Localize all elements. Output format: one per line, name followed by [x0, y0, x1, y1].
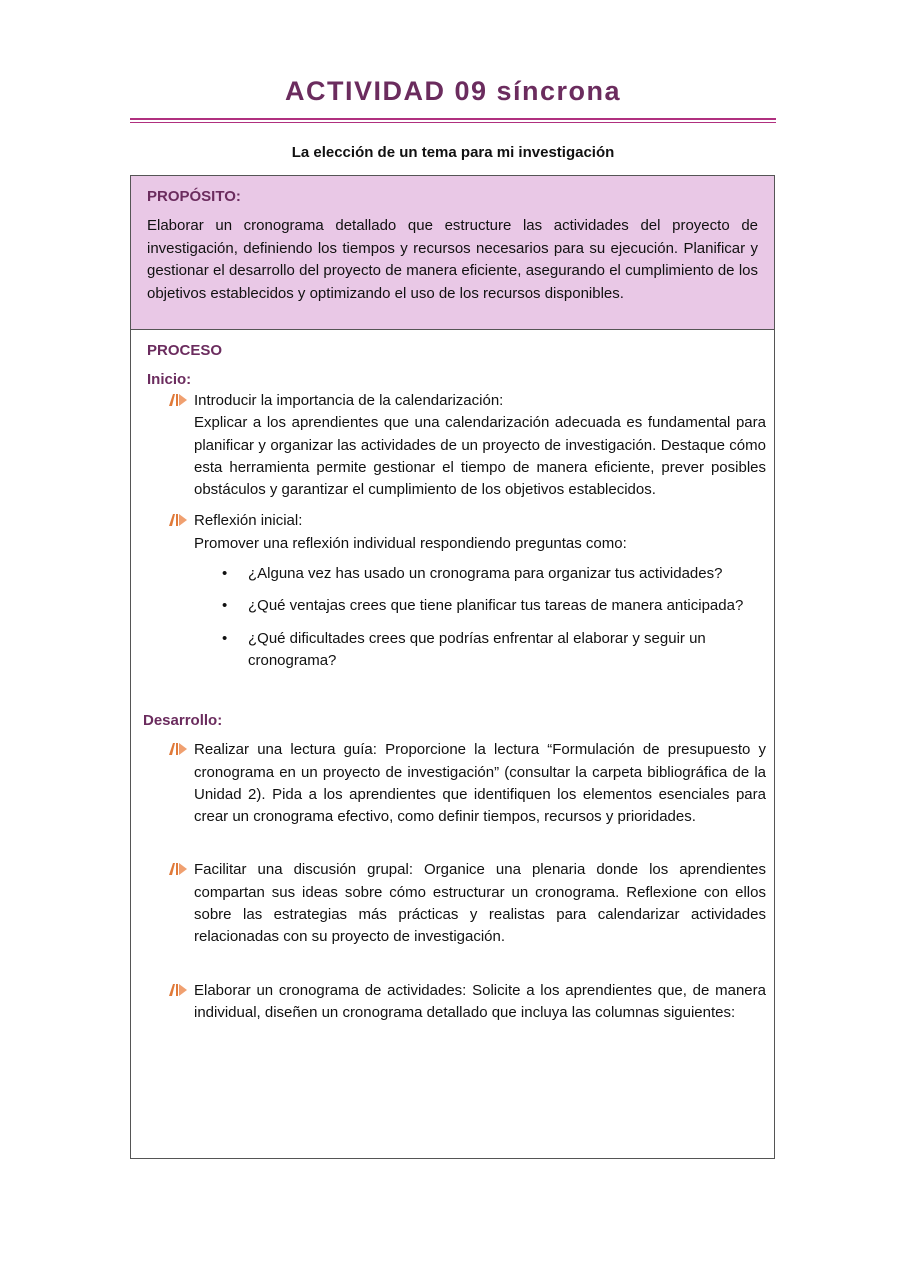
question-text: ¿Alguna vez has usado un cronograma para organizar tus actividades? — [248, 565, 723, 583]
question-item — [194, 595, 766, 617]
proposito-text: Elaborar un cronograma detallado que estructure las actividades del proyecto de investigación, definiendo los tiempos y recursos necesarios para su ejecución. Planificar y gestionar el desarrollo del proyecto de manera eficiente, asegurando el cumplimiento de los objetivos establecidos y optimizando el uso de los recursos disponibles. — [147, 217, 758, 302]
proceso-section — [131, 330, 774, 1024]
question-text: ¿Qué dificultades crees que podrías enfrentar al elaborar y seguir un cronograma? — [248, 629, 706, 669]
question-text: ¿Qué ventajas crees que tiene planificar tus tareas de manera anticipada? — [248, 597, 744, 615]
bullet-icon: • — [222, 597, 228, 615]
inicio-item-heading: Reflexión inicial: — [194, 512, 303, 530]
title-rule-thin — [130, 122, 776, 123]
title-rule — [130, 118, 776, 120]
pencil-bullet-icon — [167, 742, 189, 756]
list-item — [147, 859, 766, 948]
page-subtitle: La elección de un tema para mi investigación — [291, 144, 615, 161]
inicio-label: Inicio: — [147, 371, 192, 388]
question-item — [194, 563, 766, 585]
list-item — [147, 739, 766, 828]
question-item — [194, 628, 766, 673]
list-item — [147, 980, 766, 1025]
page-title: ACTIVIDAD 09 síncrona — [284, 76, 622, 106]
reflection-questions — [194, 563, 766, 672]
pencil-bullet-icon — [167, 393, 189, 407]
proposito-label: PROPÓSITO: — [147, 188, 241, 205]
proposito-section — [131, 176, 774, 330]
pencil-bullet-icon — [167, 862, 189, 876]
inicio-item-text: Promover una reflexión individual respondiendo preguntas como: — [194, 534, 627, 552]
pencil-bullet-icon — [167, 983, 189, 997]
pencil-bullet-icon — [167, 513, 189, 527]
bullet-icon: • — [222, 565, 228, 583]
inicio-item-heading: Introducir la importancia de la calendarización: — [194, 392, 504, 409]
inicio-item-text: Explicar a los aprendientes que una calendarización adecuada es fundamental para planificar y organizar las actividades de un proyecto de investigación. Destaque cómo esta herramienta permite gestionar el tiempo de manera eficiente, prever posibles obstáculos y garantizar el cumplimiento de los objetivos establecidos. — [194, 414, 766, 499]
activity-box — [130, 175, 775, 1159]
desarrollo-item-text: Facilitar una discusión grupal: Organice una plenaria donde los aprendientes compartan sus ideas sobre cómo estructurar un cronograma. Reflexione con ellos sobre las estrategias más prácticas y realistas para calendarizar actividades relacionadas con su proyecto de investigación. — [194, 861, 766, 946]
list-item — [147, 510, 766, 672]
desarrollo-label: Desarrollo: — [143, 712, 223, 730]
desarrollo-item-text: Elaborar un cronograma de actividades: Solicite a los aprendientes que, de manera individual, diseñen un cronograma detallado que incluya las columnas siguientes: — [194, 981, 766, 1021]
list-item — [147, 390, 766, 501]
desarrollo-item-text: Realizar una lectura guía: Proporcione la lectura “Formulación de presupuesto y cronograma en un proyecto de investigación” (consultar la carpeta bibliográfica de la Unidad 2). Pida a los aprendientes que identifiquen los elementos esenciales para crear un cronograma efectivo, como definir tiempos, recursos y prioridades. — [194, 741, 766, 826]
bullet-icon: • — [222, 629, 228, 647]
proceso-label: PROCESO — [147, 342, 223, 359]
